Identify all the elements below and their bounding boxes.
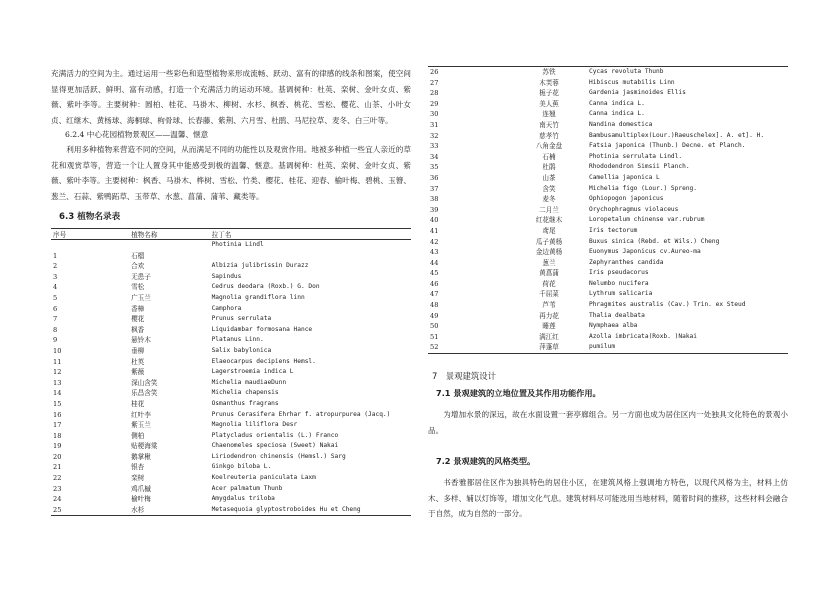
- table-row: [428, 289, 788, 300]
- row-plant-name: 千屈菜: [539, 290, 559, 299]
- row-index: 29: [430, 99, 439, 108]
- row-index: 40: [430, 216, 439, 225]
- row-plant-name: 无患子: [131, 272, 151, 281]
- row-plant-name: 山茶: [542, 173, 556, 182]
- row-latin-name: Camellia japonica L: [588, 173, 660, 181]
- table-row: [428, 321, 788, 332]
- table-row: [428, 215, 788, 226]
- row-index: 45: [430, 269, 439, 278]
- row-plant-name: 再力花: [539, 311, 559, 320]
- table-row: [51, 388, 411, 399]
- row-latin-name: Platycladus orientalis (L.) Franco: [211, 431, 339, 439]
- row-latin-name: Michelia maudiaeDunn: [211, 378, 287, 386]
- row-plant-name: 芦苇: [542, 301, 556, 310]
- row-index: 18: [53, 431, 62, 440]
- row-index: 9: [53, 336, 58, 345]
- intro-paragraph-1: 充满活力的空间为主。通过运用一些彩色和造型植物来形成流畅、跃动、富有的律感的线条和图案，使空间显得更加活跃、鲜明、富有动感，打造一个充满活力的运动环境。基调树种：杜英、栾树、金叶女贞、紫薇、紫叶李等。主要树种：圆柏、桂花、马褂木、柳树、水杉、枫香、桃花、雪松、樱花、山茶、小叶女贞、红继木、黄杨球、海桐球、枸骨球、长春藤、紫荆、六月雪、杜鹃、马尼拉草、麦冬、白三叶等。: [51, 69, 411, 125]
- row-plant-name: 金边黄杨: [535, 248, 563, 257]
- row-latin-name: Gardenia jasminoides Ellis: [588, 89, 686, 97]
- plant-list-table-left: [51, 228, 411, 516]
- row-plant-name: 栾树: [131, 474, 145, 483]
- row-index: 39: [430, 205, 439, 214]
- sub-heading-6-2-4: 6.2.4 中心花园植物景观区——温馨、惬意: [65, 130, 209, 139]
- table-row: [428, 109, 788, 120]
- row-index: 43: [430, 248, 439, 257]
- row-latin-name: Bambusamultiplex(Lour.)Raeuschelex]. A. et]. H.: [588, 131, 765, 139]
- row-plant-name: 杜鹃: [542, 163, 556, 172]
- table-row: [428, 184, 788, 195]
- table-row: [51, 282, 411, 293]
- header-plant-name: 植物名称: [129, 229, 210, 240]
- table-row: [428, 268, 788, 279]
- row-plant-name: 满江红: [539, 332, 559, 341]
- row-latin-name: Lythrum salicaria: [588, 290, 653, 298]
- row-plant-name: 深山含笑: [131, 378, 158, 387]
- table-row: [51, 399, 411, 410]
- row-latin-name: Photinia serrulata Lindl.: [588, 152, 683, 160]
- row-index: 30: [430, 110, 439, 119]
- table-row: [428, 205, 788, 216]
- row-latin-name: Michelia figo (Lour.) Spreng.: [588, 184, 697, 192]
- row-plant-name: 紫玉兰: [131, 421, 151, 430]
- row-plant-name: 黄菖蒲: [539, 269, 559, 278]
- row-latin-name: Photinia Lindl: [211, 241, 264, 248]
- row-latin-name: Elaeocarpus decipiens Hemsl.: [211, 357, 316, 365]
- table-row: [51, 272, 411, 283]
- table-row: [428, 131, 788, 142]
- row-index: 8: [53, 325, 58, 334]
- row-plant-name: 合欢: [131, 262, 145, 271]
- row-plant-name: 红花继木: [535, 216, 563, 225]
- header-latin-name: 拉丁名: [210, 229, 411, 240]
- table-row: [428, 226, 788, 237]
- table-row: [51, 462, 411, 473]
- table-row: [51, 325, 411, 336]
- row-plant-name: 侧柏: [131, 431, 145, 440]
- row-latin-name: Cedrus deodara (Roxb.) G. Don: [211, 283, 320, 291]
- table-row: [428, 342, 788, 353]
- intro-paragraph-2: 利用多种植物来营造不同的空间，从而满足不同的功能性以及观赏作用。地被多种植一些宜人亲近的草花和观赏草等，营造一个让人置身其中能感受到极的温馨、惬意。基调树种：杜英、栾树、金叶女贞、紫薇、紫叶李等。主要树种：枫香、马褂木、桦树、雪松、竹类、樱花、桂花、迎春、榆叶梅、碧桃、玉簪、葱兰、石蒜、紫鸭跖草、玉带草、水葱、菖蒲、蒲苇、藏类等。: [51, 145, 411, 201]
- row-index: 42: [430, 237, 439, 246]
- row-plant-name: 栀子花: [539, 89, 559, 98]
- row-latin-name: Sapindus: [211, 272, 242, 280]
- table-row: [51, 335, 411, 346]
- row-index: 32: [430, 131, 439, 140]
- row-latin-name: Cycas revoluta Thunb: [587, 67, 788, 78]
- row-latin-name: Nymphaea alba: [588, 322, 638, 330]
- plant-list-table-right: [428, 66, 788, 354]
- table-row: [51, 367, 411, 378]
- table-row: [51, 293, 411, 304]
- table-row: [51, 431, 411, 442]
- row-plant-name: 含笑: [542, 184, 556, 193]
- table-row: [428, 173, 788, 184]
- row-latin-name: Euonymus Japonicus cv.Aureo-ma: [588, 248, 701, 256]
- row-latin-name: Acer palmatum Thunb: [211, 484, 283, 492]
- table-row: [428, 88, 788, 99]
- row-latin-name: [210, 251, 411, 262]
- row-plant-name: 荷花: [542, 279, 556, 288]
- row-plant-name: 八角金盘: [535, 142, 563, 151]
- row-index: 41: [430, 226, 439, 235]
- row-latin-name: Lagerstroemia indica L: [211, 368, 294, 376]
- table-row: [428, 99, 788, 110]
- row-index: 49: [430, 311, 439, 320]
- row-latin-name: Magnolia liliflora Desr: [211, 421, 298, 429]
- table-row: [51, 420, 411, 431]
- table-row: [428, 300, 788, 311]
- row-index: 46: [430, 279, 439, 288]
- right-column: [428, 66, 788, 522]
- table-row: [51, 346, 411, 357]
- row-plant-name: 贴梗海棠: [131, 442, 158, 451]
- row-latin-name: Camphora: [211, 304, 242, 312]
- section-title-6-3: 6.3 植物名录表: [59, 212, 121, 222]
- row-plant-name: 枫香: [131, 325, 145, 334]
- table-row: [428, 67, 788, 78]
- row-latin-name: Canna indica L.: [588, 99, 645, 107]
- row-index: 2: [53, 262, 58, 271]
- row-index: 31: [430, 120, 439, 129]
- row-plant-name: 葱兰: [542, 258, 556, 267]
- row-latin-name: Ginkgo biloba L.: [211, 463, 272, 471]
- row-index: 38: [430, 195, 439, 204]
- row-latin-name: Iris pseudacorus: [588, 269, 649, 277]
- row-index: 52: [428, 342, 509, 353]
- row-plant-name: 石榴: [131, 251, 145, 260]
- row-plant-name: 水杉: [129, 505, 210, 516]
- row-index: 27: [430, 78, 439, 87]
- row-index: 1: [53, 251, 58, 260]
- row-latin-name: Salix babylonica: [211, 346, 272, 354]
- row-latin-name: Metasequoia glyptostroboides Hu et Cheng: [210, 505, 411, 516]
- row-index: 15: [53, 399, 62, 408]
- row-index: 6: [53, 304, 58, 313]
- table-row: [51, 410, 411, 421]
- row-index: 24: [53, 495, 62, 504]
- row-latin-name: Prunus serrulata: [211, 315, 272, 323]
- row-latin-name: Liquidambar formosana Hance: [211, 325, 313, 333]
- row-index: 16: [53, 410, 62, 419]
- table-row: [428, 247, 788, 258]
- row-plant-name: 樱花: [131, 315, 145, 324]
- chapter-7-heading: 7 景观建筑设计: [432, 371, 496, 382]
- row-index: 12: [53, 368, 62, 377]
- row-index: 33: [430, 142, 439, 151]
- row-plant-name: 红叶李: [131, 410, 151, 419]
- header-index: 序号: [51, 229, 129, 240]
- row-plant-name: 美人蕉: [539, 99, 559, 108]
- row-latin-name: Orychophragmus violaceus: [588, 205, 679, 213]
- row-index: 19: [53, 442, 62, 451]
- row-plant-name: 垂柳: [131, 346, 145, 355]
- row-index: 51: [430, 332, 439, 341]
- row-plant-name: 广玉兰: [131, 293, 151, 302]
- table-row: [428, 120, 788, 131]
- row-latin-name: pumilum: [587, 342, 788, 353]
- table-row: [51, 505, 411, 516]
- row-latin-name: Buxus sinica (Rebd. et Wils.) Cheng: [588, 237, 720, 245]
- row-index: 21: [53, 463, 62, 472]
- row-plant-name: 鸢尾: [542, 226, 556, 235]
- row-latin-name: Azolla imbricata(Roxb. )Nakai: [588, 332, 697, 340]
- table-row: [51, 452, 411, 463]
- row-plant-name: 杜英: [131, 357, 145, 366]
- row-index: 47: [430, 290, 439, 299]
- row-index: 25: [51, 505, 129, 516]
- row-index: 3: [53, 272, 58, 281]
- row-index: 37: [430, 184, 439, 193]
- section-7-1-heading: 7.1 景观建筑的立地位置及其作用功能作用。: [436, 388, 601, 399]
- table-row: [428, 258, 788, 269]
- row-plant-name: 二月兰: [539, 205, 559, 214]
- row-plant-name: 慈孝竹: [539, 131, 559, 140]
- row-plant-name: 石楠: [542, 152, 556, 161]
- row-index: 35: [430, 163, 439, 172]
- row-latin-name: Hibiscus mutabilis Linn: [588, 78, 675, 86]
- row-latin-name: Magnolia grandiflora linn: [211, 293, 305, 301]
- table-row: [51, 378, 411, 389]
- plant-list-body-right: [428, 67, 788, 354]
- row-index: [51, 240, 129, 251]
- row-index: 34: [430, 152, 439, 161]
- row-index: 28: [430, 89, 439, 98]
- row-index: 14: [53, 389, 62, 398]
- table-row: [51, 240, 411, 251]
- section-7-2-text: 书香雅都居住区作为独具特色的居住小区，在建筑风格上强调地方特色，以现代风格为主，材料上仿木、多样、辅以灯饰等，增加文化气息。建筑材料尽可能选用当地材料，随着时间的推移，这些材料会融合于自然，成为自然的一部分。: [428, 478, 788, 519]
- row-index: 22: [53, 474, 62, 483]
- row-index: 36: [430, 173, 439, 182]
- row-index: 48: [430, 301, 439, 310]
- table-row: [428, 162, 788, 173]
- row-plant-name: 睡莲: [542, 322, 556, 331]
- table-row: [51, 261, 411, 272]
- table-row: [51, 494, 411, 505]
- row-latin-name: Koelreuteria paniculata Laxm: [211, 474, 316, 482]
- table-row: [428, 237, 788, 248]
- table-row: [428, 311, 788, 322]
- row-plant-name: 乐昌含笑: [131, 389, 158, 398]
- row-index: 10: [53, 346, 62, 355]
- row-plant-name: 雪松: [131, 283, 145, 292]
- row-latin-name: Ophiopogon japonicus: [588, 195, 664, 203]
- row-index: 4: [53, 283, 58, 292]
- table-header-row: [51, 229, 411, 240]
- row-plant-name: 紫薇: [131, 368, 145, 377]
- table-row: [51, 473, 411, 484]
- table-row: [51, 441, 411, 452]
- row-plant-name: 银杏: [131, 463, 145, 472]
- table-row: [428, 141, 788, 152]
- plant-list-body-left: [51, 240, 411, 516]
- row-plant-name: 鹅掌楸: [131, 452, 151, 461]
- row-latin-name: Canna indica L.: [588, 110, 645, 118]
- table-row: [428, 279, 788, 290]
- row-index: 23: [53, 484, 62, 493]
- row-plant-name: [129, 240, 210, 251]
- row-plant-name: 榆叶梅: [131, 495, 151, 504]
- row-index: 44: [430, 258, 439, 267]
- row-latin-name: Iris tectorum: [588, 226, 638, 234]
- table-row: [428, 332, 788, 343]
- row-index: 50: [430, 322, 439, 331]
- row-plant-name: 瓜子黄杨: [535, 237, 563, 246]
- row-latin-name: Loropetalum chinense var.rubrum: [588, 216, 705, 224]
- table-row: [51, 251, 411, 262]
- row-index: 17: [53, 421, 62, 430]
- row-latin-name: Fatsia japonica (Thunb.) Decne. et Planch.: [588, 142, 746, 150]
- table-row: [51, 484, 411, 495]
- row-index: 26: [428, 67, 509, 78]
- row-latin-name: Liriodendron chinensis (Hemsl.) Sarg: [211, 452, 346, 460]
- row-latin-name: Amygdalus triloba: [211, 495, 275, 503]
- row-plant-name: 连翘: [542, 110, 556, 119]
- table-row: [51, 314, 411, 325]
- table-row: [428, 194, 788, 205]
- row-plant-name: 南天竹: [539, 120, 559, 129]
- table-row: [51, 304, 411, 315]
- row-plant-name: 萍蓬草: [509, 342, 587, 353]
- row-latin-name: Nandina domestica: [588, 120, 653, 128]
- row-latin-name: Phragmites australis (Cav.) Trin. ex Steud: [588, 301, 746, 309]
- row-index: 11: [53, 357, 62, 366]
- row-plant-name: 悬铃木: [131, 336, 151, 345]
- row-plant-name: 木芙蓉: [539, 78, 559, 87]
- row-latin-name: Prunus Cerasifera Ehrhar f. atropurpurea (Jacq.): [211, 410, 391, 418]
- row-index: 7: [53, 315, 58, 324]
- row-index: 5: [53, 293, 58, 302]
- row-index: 13: [53, 378, 62, 387]
- row-plant-name: 香樟: [131, 304, 145, 313]
- table-row: [428, 152, 788, 163]
- row-latin-name: Thalia dealbata: [588, 311, 645, 319]
- row-latin-name: Nelumbo nucifera: [588, 279, 649, 287]
- section-7-1-text: 为增加水景的深远，故在水面设置一套亭廊组合。另一方面也成为居住区内一处独具文化特色的景观小品。: [428, 410, 788, 435]
- section-7-2-heading: 7.2 景观建筑的风格类型。: [436, 456, 536, 467]
- row-plant-name: 桂花: [131, 399, 145, 408]
- left-column: [51, 66, 411, 516]
- row-latin-name: Rhododendron Simsii Planch.: [588, 163, 690, 171]
- row-latin-name: Osmanthus fragrans: [211, 399, 279, 407]
- row-index: 20: [53, 452, 62, 461]
- row-latin-name: Michelia chapensis: [211, 389, 279, 397]
- row-latin-name: Platanus Linn.: [211, 336, 264, 344]
- table-row: [428, 78, 788, 89]
- row-latin-name: Albizia julibrissin Durazz: [211, 262, 309, 270]
- row-plant-name: 苏铁: [509, 67, 587, 78]
- row-plant-name: 麦冬: [542, 195, 556, 204]
- row-latin-name: Chaenomeles speciosa (Sweet) Nakai: [211, 442, 339, 450]
- row-latin-name: Zephyranthes candida: [588, 258, 664, 266]
- row-plant-name: 鸡爪槭: [131, 484, 151, 493]
- table-row: [51, 357, 411, 368]
